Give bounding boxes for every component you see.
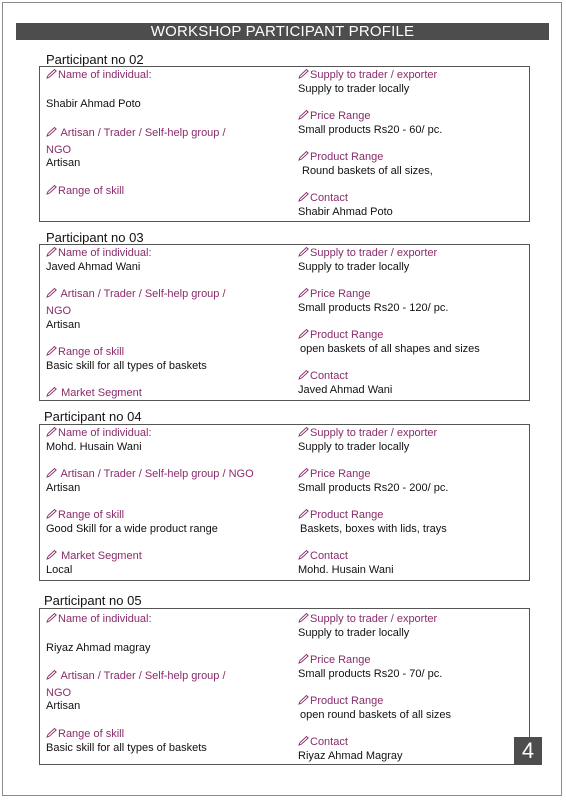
pencil-icon xyxy=(298,654,309,664)
page-header: WORKSHOP PARTICIPANT PROFILE xyxy=(16,23,549,40)
field-value-name: Mohd. Husain Wani xyxy=(46,441,142,453)
pencil-icon xyxy=(298,370,309,380)
field-value-product: open round baskets of all sizes xyxy=(300,709,452,721)
field-label-type: Artisan / Trader / Self-help group / xyxy=(46,127,226,140)
pencil-icon xyxy=(298,468,309,478)
field-value-price: Small products Rs20 - 120/ pc. xyxy=(298,302,449,314)
pencil-icon xyxy=(46,127,57,137)
pencil-icon xyxy=(46,670,57,680)
field-value-type: Artisan xyxy=(46,700,81,712)
field-label-market: Market Segment xyxy=(46,387,142,400)
field-label-type-cont: NGO xyxy=(46,144,72,156)
field-value-contact: Shabir Ahmad Poto xyxy=(298,206,393,218)
field-label-product: Product Range xyxy=(298,509,383,522)
pencil-icon xyxy=(298,110,309,120)
pencil-icon xyxy=(46,613,57,623)
field-value-price: Small products Rs20 - 70/ pc. xyxy=(298,668,443,680)
pencil-icon xyxy=(298,613,309,623)
field-label-contact: Contact xyxy=(298,192,348,205)
participant-title: Participant no 03 xyxy=(46,230,144,245)
pencil-icon xyxy=(46,468,57,478)
field-label-contact: Contact xyxy=(298,550,348,563)
field-label-name: Name of individual: xyxy=(46,247,152,260)
field-value-skill: Basic skill for all types of baskets xyxy=(46,360,207,372)
pencil-icon xyxy=(46,185,57,195)
pencil-icon xyxy=(298,329,309,339)
pencil-icon xyxy=(298,550,309,560)
field-label-type-cont: NGO xyxy=(46,687,72,699)
field-label-supply: Supply to trader / exporter xyxy=(298,69,437,82)
field-label-product: Product Range xyxy=(298,695,383,708)
field-label-contact: Contact xyxy=(298,736,348,749)
pencil-icon xyxy=(46,346,57,356)
field-value-price: Small products Rs20 - 200/ pc. xyxy=(298,482,449,494)
pencil-icon xyxy=(298,736,309,746)
field-value-supply: Supply to trader locally xyxy=(298,261,410,273)
field-label-product: Product Range xyxy=(298,329,383,342)
field-value-product: open baskets of all shapes and sizes xyxy=(300,343,480,355)
pencil-icon xyxy=(46,427,57,437)
pencil-icon xyxy=(46,550,57,560)
field-value-contact: Mohd. Husain Wani xyxy=(298,564,394,576)
participant-title: Participant no 04 xyxy=(44,409,142,424)
pencil-icon xyxy=(298,509,309,519)
field-label-skill: Range of skill xyxy=(46,185,124,198)
field-label-price: Price Range xyxy=(298,288,371,301)
pencil-icon xyxy=(298,695,309,705)
field-label-product: Product Range xyxy=(298,151,383,164)
field-label-price: Price Range xyxy=(298,654,371,667)
field-value-market: Local xyxy=(46,564,73,576)
field-value-type: Artisan xyxy=(46,482,81,494)
pencil-icon xyxy=(46,288,57,298)
field-label-price: Price Range xyxy=(298,468,371,481)
field-label-type: Artisan / Trader / Self-help group / xyxy=(46,288,226,301)
pencil-icon xyxy=(298,192,309,202)
field-label-supply: Supply to trader / exporter xyxy=(298,247,437,260)
field-value-type: Artisan xyxy=(46,319,81,331)
field-value-product: Round baskets of all sizes, xyxy=(302,165,433,177)
field-label-name: Name of individual: xyxy=(46,69,152,82)
participant-title: Participant no 05 xyxy=(44,593,142,608)
pencil-icon xyxy=(298,247,309,257)
field-label-skill: Range of skill xyxy=(46,509,124,522)
field-value-type: Artisan xyxy=(46,157,81,169)
page-number: 4 xyxy=(514,737,542,765)
field-label-market: Market Segment xyxy=(46,550,142,563)
field-label-price: Price Range xyxy=(298,110,371,123)
participant-title: Participant no 02 xyxy=(46,52,144,67)
pencil-icon xyxy=(46,69,57,79)
field-value-supply: Supply to trader locally xyxy=(298,83,410,95)
field-label-type-cont: NGO xyxy=(46,305,72,317)
field-value-product: Baskets, boxes with lids, trays xyxy=(300,523,447,535)
field-value-price: Small products Rs20 - 60/ pc. xyxy=(298,124,443,136)
field-value-skill: Good Skill for a wide product range xyxy=(46,523,218,535)
field-label-name: Name of individual: xyxy=(46,613,152,626)
pencil-icon xyxy=(46,387,57,397)
field-label-supply: Supply to trader / exporter xyxy=(298,613,437,626)
pencil-icon xyxy=(46,509,57,519)
pencil-icon xyxy=(298,427,309,437)
participant-card xyxy=(39,66,530,222)
pencil-icon xyxy=(298,69,309,79)
pencil-icon xyxy=(46,728,57,738)
pencil-icon xyxy=(298,288,309,298)
field-value-name: Shabir Ahmad Poto xyxy=(46,98,141,110)
field-label-skill: Range of skill xyxy=(46,346,124,359)
pencil-icon xyxy=(298,151,309,161)
field-label-supply: Supply to trader / exporter xyxy=(298,427,437,440)
field-label-contact: Contact xyxy=(298,370,348,383)
field-label-name: Name of individual: xyxy=(46,427,152,440)
field-label-type: Artisan / Trader / Self-help group / NGO xyxy=(46,468,254,481)
pencil-icon xyxy=(46,247,57,257)
field-value-skill: Basic skill for all types of baskets xyxy=(46,742,207,754)
field-value-name: Riyaz Ahmad magray xyxy=(46,642,151,654)
field-value-contact: Riyaz Ahmad Magray xyxy=(298,750,403,762)
field-label-type: Artisan / Trader / Self-help group / xyxy=(46,670,226,683)
field-label-skill: Range of skill xyxy=(46,728,124,741)
field-value-name: Javed Ahmad Wani xyxy=(46,261,141,273)
field-value-supply: Supply to trader locally xyxy=(298,627,410,639)
field-value-contact: Javed Ahmad Wani xyxy=(298,384,393,396)
field-value-supply: Supply to trader locally xyxy=(298,441,410,453)
